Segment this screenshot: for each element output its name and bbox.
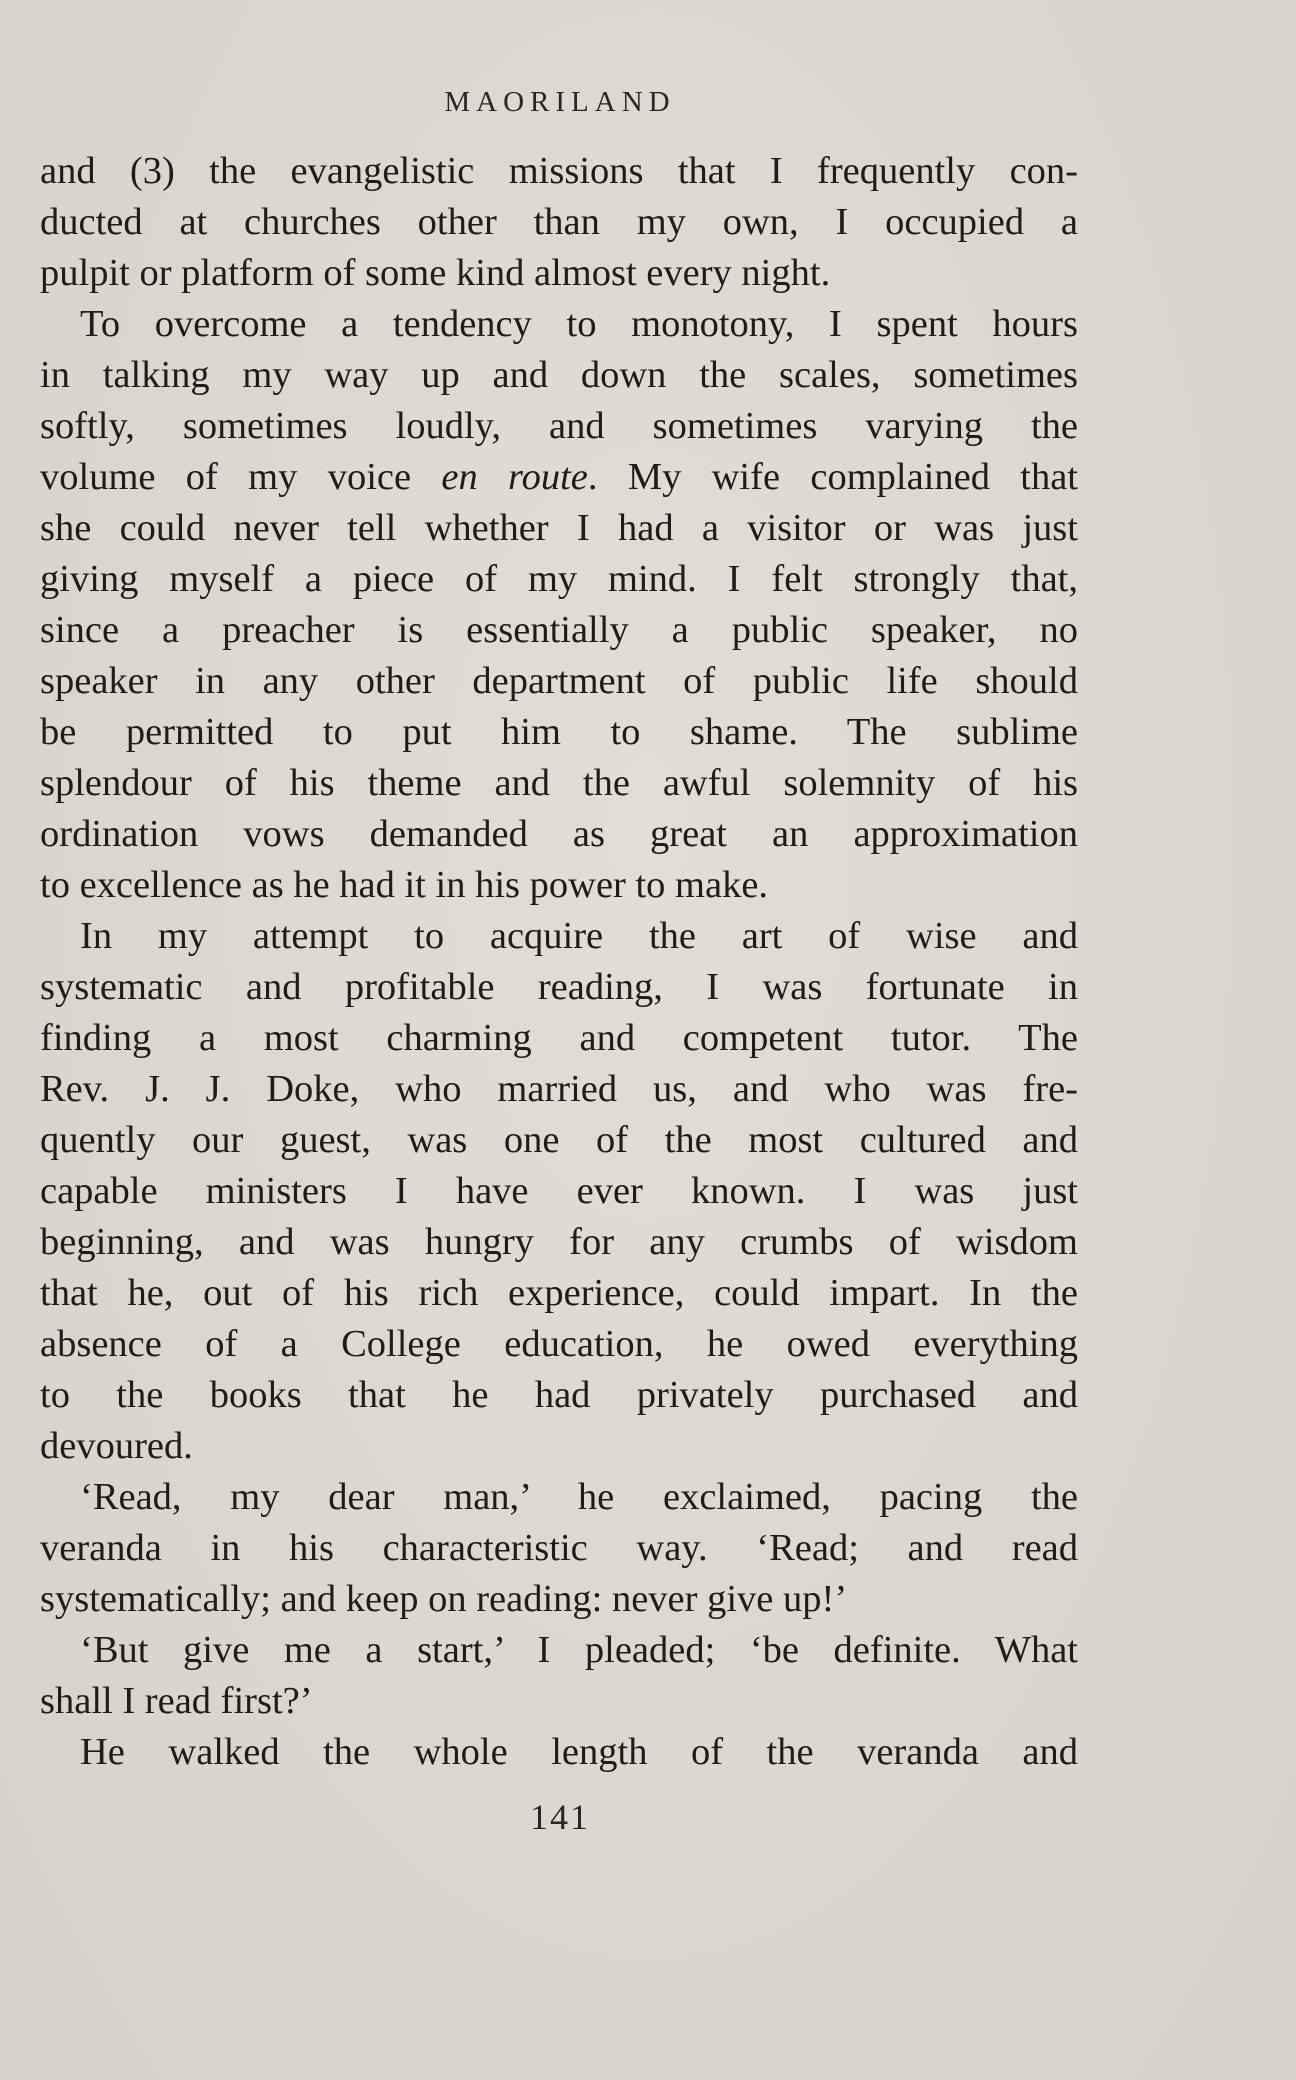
text-line xyxy=(40,299,1078,350)
text-line-content: systematic and profitable reading, I was fortunate in xyxy=(40,966,1078,1008)
text-line-content: speaker in any other department of public life should xyxy=(40,660,1078,702)
body-text xyxy=(40,146,1078,1778)
text-line xyxy=(40,1268,1078,1319)
text-line-content: absence of a College education, he owed everything xyxy=(40,1323,1078,1365)
text-line xyxy=(40,503,1078,554)
text-line-content: ‘But give me a start,’ I pleaded; ‘be definite. What xyxy=(80,1629,1078,1671)
text-line-content: beginning, and was hungry for any crumbs of wisdom xyxy=(40,1221,1078,1263)
text-line-content: softly, sometimes loudly, and sometimes varying the xyxy=(40,405,1078,447)
text-line xyxy=(40,1523,1078,1574)
text-line-content: to the books that he had privately purchased and xyxy=(40,1374,1078,1416)
text-line xyxy=(40,1013,1078,1064)
text-line xyxy=(40,146,1078,197)
text-line xyxy=(40,656,1078,707)
italic-phrase: en route xyxy=(441,456,588,498)
text-line xyxy=(40,1370,1078,1421)
text-line-content: devoured. xyxy=(40,1425,193,1467)
text-line xyxy=(40,197,1078,248)
text-line-content: giving myself a piece of my mind. I felt strongly that, xyxy=(40,558,1078,600)
text-line-content: In my attempt to acquire the art of wise and xyxy=(80,915,1078,957)
text-line xyxy=(40,707,1078,758)
text-line xyxy=(40,350,1078,401)
text-line-content: shall I read first?’ xyxy=(40,1680,313,1722)
text-line xyxy=(40,1319,1078,1370)
text-line-content: volume of my voice xyxy=(40,456,442,498)
text-line-content: systematically; and keep on reading: never give up!’ xyxy=(40,1578,848,1620)
text-line-content: ordination vows demanded as great an approximation xyxy=(40,813,1078,855)
text-line xyxy=(40,911,1078,962)
text-line-content: be permitted to put him to shame. The sublime xyxy=(40,711,1078,753)
text-line xyxy=(40,605,1078,656)
text-line xyxy=(40,248,1078,299)
text-line-content: . My wife complained that xyxy=(587,456,1078,498)
text-line-content: finding a most charming and competent tutor. The xyxy=(40,1017,1078,1059)
text-line-content: He walked the whole length of the veranda and xyxy=(80,1731,1078,1773)
text-line-content: Rev. J. J. Doke, who married us, and who was fre- xyxy=(40,1068,1078,1110)
text-line xyxy=(40,1064,1078,1115)
text-line-content: she could never tell whether I had a visitor or was just xyxy=(40,507,1078,549)
text-line xyxy=(40,1574,1078,1625)
text-line xyxy=(40,1217,1078,1268)
text-line xyxy=(40,1115,1078,1166)
text-line-content: that he, out of his rich experience, could impart. In the xyxy=(40,1272,1078,1314)
text-line-content: pulpit or platform of some kind almost every night. xyxy=(40,252,831,294)
text-line-content: quently our guest, was one of the most cultured and xyxy=(40,1119,1078,1161)
text-line xyxy=(40,401,1078,452)
text-line xyxy=(40,809,1078,860)
text-line xyxy=(40,758,1078,809)
text-line-content: To overcome a tendency to monotony, I spent hours xyxy=(80,303,1078,345)
text-line xyxy=(40,1472,1078,1523)
page-number: 141 xyxy=(530,1797,590,1837)
text-line-content: veranda in his characteristic way. ‘Read; and read xyxy=(40,1527,1078,1569)
text-line xyxy=(40,1421,1078,1472)
text-line xyxy=(40,962,1078,1013)
text-line xyxy=(40,1625,1078,1676)
text-line xyxy=(40,1727,1078,1778)
text-line xyxy=(40,1676,1078,1727)
text-line-content: ducted at churches other than my own, I occupied a xyxy=(40,201,1078,243)
text-line xyxy=(40,860,1078,911)
text-line-content: splendour of his theme and the awful solemnity of his xyxy=(40,762,1078,804)
text-line xyxy=(40,1166,1078,1217)
text-line xyxy=(40,554,1078,605)
text-line-content: capable ministers I have ever known. I was just xyxy=(40,1170,1078,1212)
text-line-content: in talking my way up and down the scales, sometimes xyxy=(40,354,1078,396)
text-line xyxy=(40,452,1078,503)
text-line-content: and (3) the evangelistic missions that I frequently con- xyxy=(40,150,1078,192)
text-line-content: since a preacher is essentially a public speaker, no xyxy=(40,609,1078,651)
text-line-content: to excellence as he had it in his power to make. xyxy=(40,864,769,906)
text-line-content: ‘Read, my dear man,’ he exclaimed, pacing the xyxy=(80,1476,1078,1518)
running-head: MAORILAND xyxy=(444,86,676,118)
